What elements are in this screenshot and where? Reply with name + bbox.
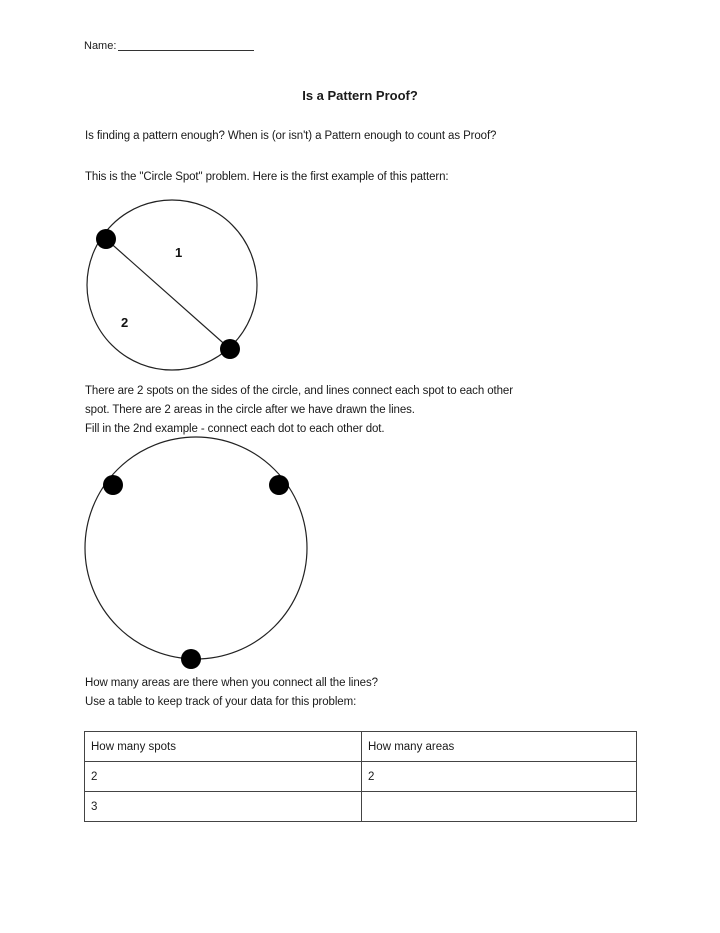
region-label-2: 2	[121, 315, 129, 330]
problem-intro: This is the "Circle Spot" problem. Here is the first example of this pattern:	[85, 171, 449, 183]
fill-instruction: Fill in the 2nd example - connect each dot to each other dot.	[85, 423, 385, 435]
name-label: Name:	[84, 40, 117, 52]
explanation-line-1: There are 2 spots on the sides of the circle, and lines connect each spot to each other	[85, 385, 513, 397]
table-row	[85, 762, 637, 792]
areas-question: How many areas are there when you connect all the lines?	[85, 677, 378, 689]
data-table	[84, 731, 637, 822]
table-header-row	[85, 732, 637, 762]
page-title: Is a Pattern Proof?	[302, 88, 418, 103]
header-spots: How many spots	[85, 732, 362, 762]
spot-dot	[269, 475, 289, 495]
spot-dot	[96, 229, 116, 249]
spot-dot	[103, 475, 123, 495]
explanation-line-2: spot. There are 2 areas in the circle after we have drawn the lines.	[85, 404, 415, 416]
cell-spots[interactable]: 2	[85, 762, 362, 792]
table-row	[85, 792, 637, 822]
circle-spot-example-1	[80, 200, 270, 380]
circle-spot-example-2[interactable]	[80, 435, 320, 675]
connecting-line	[106, 239, 230, 349]
region-label-1: 1	[175, 245, 183, 260]
cell-areas[interactable]	[362, 792, 637, 822]
spot-dot	[220, 339, 240, 359]
spot-dot	[181, 649, 201, 669]
intro-question: Is finding a pattern enough? When is (or isn't) a Pattern enough to count as Proof?	[85, 130, 497, 142]
table-instruction: Use a table to keep track of your data for this problem:	[85, 696, 357, 708]
cell-spots[interactable]: 3	[85, 792, 362, 822]
name-blank-line[interactable]	[118, 50, 254, 51]
circle-outline-2	[85, 437, 307, 659]
name-field	[84, 40, 254, 52]
header-areas: How many areas	[362, 732, 637, 762]
cell-areas[interactable]: 2	[362, 762, 637, 792]
